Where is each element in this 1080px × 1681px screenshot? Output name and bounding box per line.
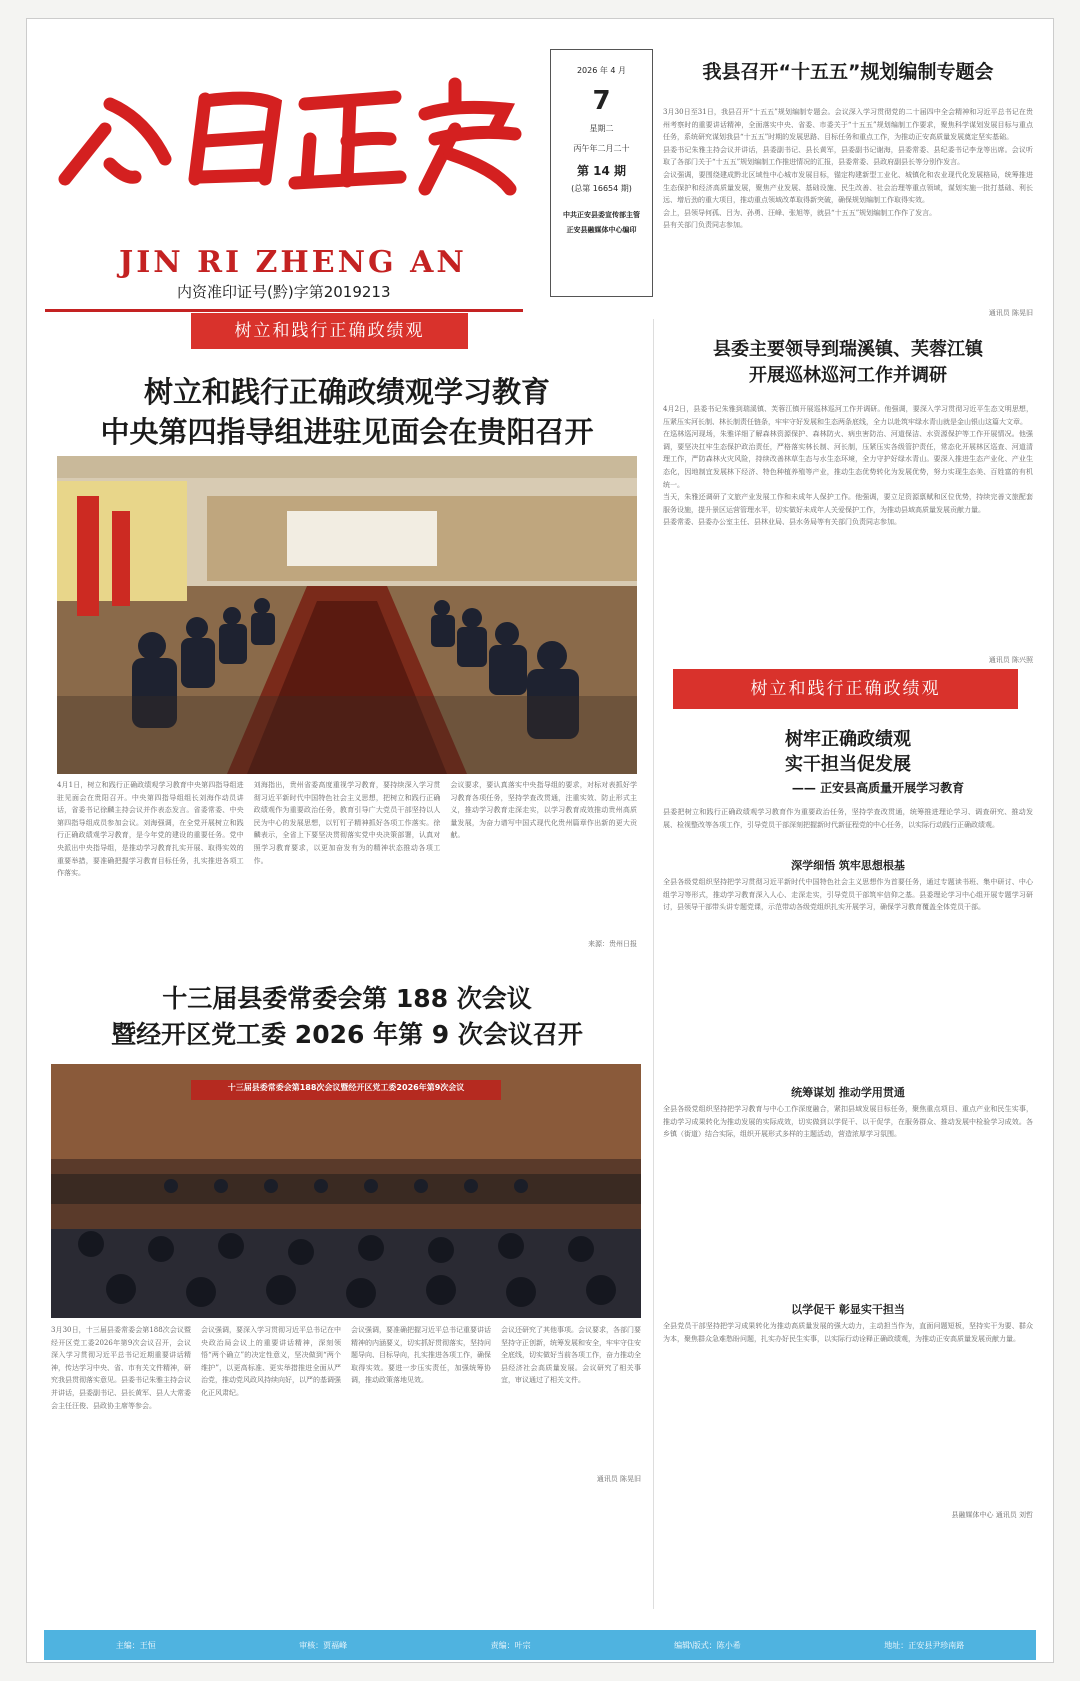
second-col-4: 会议还研究了其他事项。会议要求，各部门要坚持守正创新，统筹发展和安全，牢牢守住安全底线，切实做好当前各项工作，奋力推动全县经济社会高质量发展。会议研究了相关事宜，审议通过了相关文件。	[501, 1326, 641, 1385]
second-story-body	[51, 1324, 641, 1514]
date-day: 7	[592, 86, 611, 116]
mid-right-byline: 通讯员 陈兴照	[988, 656, 1033, 664]
second-col-3: 会议强调，要准确把握习近平总书记重要讲话精神的内涵要义，切实抓好贯彻落实，坚持问题导向、目标导向，扎实推进各项工作，确保取得实效。要进一步压实责任，加强统筹协调，推动政策落地见效。	[351, 1326, 491, 1385]
paragraph: 县委常委、县委办公室主任、县林业局、县水务局等有关部门负责同志参加。	[663, 518, 901, 527]
right-feature-title-line2: 实干担当促发展	[785, 754, 911, 775]
footer-proof: 责编：叶宗	[490, 1640, 531, 1650]
mid-right-story	[663, 337, 1033, 665]
top-right-body	[663, 106, 1033, 304]
right-feature-subhead-1: 深学细悟 筑牢思想根基	[791, 859, 905, 872]
paragraph: 在巡林巡河现场，朱雅详细了解森林资源保护、森林防火、病虫害防治、河道保洁、水资源保护等工作开展情况。他强调，要坚决扛牢生态保护政治责任，严格落实林长制、河长制，压紧压实各级管护责任，常态化开展林区巡查、河道清理工作，严防森林火灾风险，持续改善林草生态与水生态环境，全力守护好绿水青山。要深入推进生态产业化、产业生态化，因地制宜发展林下经济、特色种植养殖等产业，推动生态优势转化为发展优势，努力实现生态美、百姓富的有机统一。	[663, 430, 1033, 489]
mid-right-title-line2: 开展巡林巡河工作并调研	[749, 365, 947, 386]
right-feature-para-1: 全县各级党组织坚持把学习贯彻习近平新时代中国特色社会主义思想作为首要任务，通过专题读书班、集中研讨、中心组学习等形式，推动学习教育深入人心、走深走实，引导党员干部筑牢信仰之基。县委理论学习中心组开展专题学习研讨，县领导干部带头讲专题党课，示范带动各级党组织扎实开展学习，确保学习教育覆盖全体党员干部。	[663, 878, 1033, 912]
paragraph: 会上，县领导何孤、吕为、孙勇、汪峰、张旭等，就县“十五五”规划编制工作作了发言。	[663, 208, 937, 217]
newspaper-page	[26, 18, 1054, 1663]
top-right-title: 我县召开“十五五”规划编制专题会	[702, 61, 994, 83]
meeting-room-photo-icon	[57, 456, 637, 774]
footer-layout: 编辑\版式：陈小希	[674, 1640, 741, 1650]
footer-editor: 主编：王恒	[115, 1640, 156, 1650]
section-banner-right: 树立和践行正确政绩观	[673, 669, 1018, 709]
paragraph: 4月2日，县委书记朱雅到瑞溪镇、芙蓉江镇开展巡林巡河工作并调研。他强调，要深入学习贯彻习近平生态文明思想，压紧压实河长制、林长制责任链条，牢牢守好发展和生态两条底线，全力以赴筑牢绿水青山就是金山银山这篇大文章。	[663, 405, 1033, 426]
paragraph: 县有关部门负责同志参加。	[663, 221, 747, 230]
right-feature	[663, 727, 1033, 1520]
sponsor-line-1: 中共正安县委宣传部主管	[563, 211, 640, 219]
mid-right-title-line1: 县委主要领导到瑞溪镇、芙蓉江镇	[713, 339, 983, 360]
top-right-byline: 通讯员 陈晃旧	[988, 309, 1033, 317]
main-col-3: 会议要求，要认真落实中央指导组的要求，对标对表抓好学习教育各项任务，坚持学查改贯通，注重实效、防止形式主义，推动学习教育走深走实，以学习教育成效推动贵州高质量发展，为奋力谱写中国式现代化贵州篇章作出新的更大贡献。	[450, 781, 638, 840]
footer-address: 地址：正安县尹珍南路	[884, 1640, 965, 1650]
second-photo	[51, 1064, 641, 1318]
main-headline	[47, 372, 647, 452]
second-col-2: 会议强调，要深入学习贯彻习近平总书记在中央政治局会议上的重要讲话精神，深刻领悟“两个确立”的决定性意义，坚决做到“两个维护”，以更高标准、更实举措推进全面从严治党，推动党风政风持续向好，以严的基调强化正风肃纪。	[201, 1326, 341, 1397]
date-weekday: 星期二	[589, 124, 614, 133]
paragraph: 当天，朱雅还调研了文旅产业发展工作和未成年人保护工作。他强调，要立足资源禀赋和区位优势，持续完善文旅配套服务设施，提升景区运营管理水平，切实做好未成年人关爱保护工作，为推动县域高质量发展贡献力量。	[663, 493, 1033, 514]
second-col-1: 3月30日，十三届县委常委会第188次会议暨经开区党工委2026年第9次会议召开，会议深入学习贯彻习近平总书记近期重要讲话精神，传达学习中央、省、市有关文件精神，研究我县贯彻落实意见。县委书记朱雅主持会议并讲话，县委副书记、县长黄军、县人大常委会主任汪俊、县政协主席等参会。	[51, 1326, 191, 1410]
license-number: 内资准印证号(黔)字第2019213	[177, 283, 391, 301]
sponsor-line-2: 正安县融媒体中心编印	[566, 226, 637, 234]
second-headline	[47, 981, 647, 1053]
date-lunar: 丙午年二月二十	[573, 144, 630, 153]
photo-banner-text: 十三届县委常委会第188次会议暨经开区党工委2026年第9次会议	[227, 1083, 465, 1092]
masthead-pinyin: JIN RI ZHENG AN	[119, 245, 467, 280]
right-feature-title-line1: 树牢正确政绩观	[785, 729, 911, 750]
second-byline: 通讯员 陈晃旧	[596, 1475, 641, 1483]
right-feature-title	[663, 727, 1033, 777]
masthead-rule	[45, 309, 523, 312]
right-feature-byline: 县融媒体中心 通讯员 刘哲	[951, 1511, 1033, 1519]
main-byline: 来源：贵州日报	[588, 940, 638, 948]
masthead-logo	[55, 59, 525, 199]
paragraph: 会议强调，要围绕建成黔北区域性中心城市发展目标，锚定构建新型工业化、城镇化和农业现代化发展格局，统筹推进生态保护和经济高质量发展，聚焦产业发展、基础设施、民生改善、社会治理等重点领域，谋划实施一批打基础、利长远、增后劲的重大项目，推动重点领域改革取得新突破，确保规划编制工作取得实效。	[663, 170, 1033, 205]
section-banner-left: 树立和践行正确政绩观	[191, 313, 468, 349]
right-feature-para-3: 全县党员干部坚持把学习成果转化为推动高质量发展的强大动力，主动担当作为，直面问题短板，坚持实干为要、群众为本，聚焦群众急难愁盼问题，扎实办好民生实事，以实际行动诠释正确政绩观，为推动正安高质量发展贡献力量。	[663, 1322, 1033, 1343]
second-headline-line2: 暨经开区党工委 2026 年第 9 次会议召开	[111, 1020, 583, 1049]
masthead-calligraphy-icon	[55, 59, 525, 199]
main-col-1: 4月1日，树立和践行正确政绩观学习教育中央第四指导组进驻见面会在贵阳召开。中央第四指导组组长刘海作动员讲话，省委书记徐麟主持会议并作表态发言。省委常委、中央第四指导组成员参加会议。刘海强调，在全党开展树立和践行正确政绩观学习教育，是今年党的建设的重要任务。党中央派出中央指导组，是推动学习教育扎实开展、取得实效的重要举措，要准确把握学习教育目标任务，扎实推进各项工作落实。	[57, 781, 244, 878]
main-story-body	[57, 779, 637, 969]
total-issue: (总第 16654 期)	[571, 184, 632, 193]
right-feature-subhead-2: 统筹谋划 推动学用贯通	[791, 1086, 905, 1099]
main-headline-line2: 中央第四指导组进驻见面会在贵阳召开	[100, 415, 594, 449]
mid-right-body	[663, 403, 1033, 653]
right-feature-subhead-3: 以学促干 彰显实干担当	[791, 1303, 905, 1316]
paragraph: 县委书记朱雅主持会议并讲话，县委副书记、县长黄军，县委副书记谢海，县委常委、县纪委书记李龙等出席。会议听取了各部门关于“十五五”规划编制工作推进情况的汇报，县委常委、县政府副县长等分别作发言。	[663, 145, 1033, 167]
right-feature-subtitle: —— 正安县高质量开展学习教育	[791, 781, 965, 795]
top-right-story	[663, 57, 1033, 318]
meeting-photo-icon	[51, 1064, 641, 1318]
footer-bar	[44, 1630, 1036, 1660]
main-headline-line1: 树立和践行正确政绩观学习教育	[143, 375, 550, 409]
right-feature-body	[663, 806, 1033, 1520]
paragraph: 3月30日至31日，我县召开“十五五”规划编制专题会。会议深入学习贯彻党的二十届四中全会精神和习近平总书记在贵州考察时的重要讲话精神，全面落实中央、省委、市委关于“十五五”规划编制工作要求，聚焦科学谋划发展目标与重点任务，系统研究谋划我县“十五五”时期的发展思路、目标任务和重点工作，为推动正安高质量发展奠定坚实基础。	[663, 108, 1033, 142]
issue-number: 第 14 期	[576, 164, 627, 178]
footer-reviewer: 审核：贾福峰	[299, 1640, 348, 1650]
main-col-2: 刘海指出，贵州省委高度重视学习教育，要持续深入学习贯彻习近平新时代中国特色社会主义思想，把树立和践行正确政绩观作为重要政治任务，教育引导广大党员干部坚持以人民为中心的发展思想，以钉钉子精神抓好各项工作落实。徐麟表示，全省上下要坚决贯彻落实党中央决策部署，认真对照学习教育要求，以更加奋发有为的精神状态推动各项工作。	[253, 781, 441, 865]
right-feature-para-2: 全县各级党组织坚持把学习教育与中心工作深度融合，紧扣县域发展目标任务，聚焦重点项目、重点产业和民生实事，推动学习成果转化为推动发展的实际成效，切实做到以学促干、以干促学，在服务群众、推动发展中检验学习成效。各乡镇（街道）结合实际，组织开展形式多样的主题活动，营造浓厚学习氛围。	[663, 1105, 1033, 1139]
date-box	[550, 49, 653, 297]
second-headline-line1: 十三届县委常委会第 188 次会议	[162, 984, 532, 1013]
date-year-month: 2026 年 4 月	[576, 66, 627, 75]
main-photo	[57, 456, 637, 774]
mid-right-title	[663, 337, 1033, 389]
column-divider	[653, 319, 654, 1609]
right-feature-intro: 县委把树立和践行正确政绩观学习教育作为重要政治任务，坚持学查改贯通，统筹推进理论学习、调查研究、推动发展、检视整改等各项工作，引导党员干部深刻把握新时代新征程党的中心任务，以实际行动践行正确政绩观。	[663, 808, 1033, 829]
